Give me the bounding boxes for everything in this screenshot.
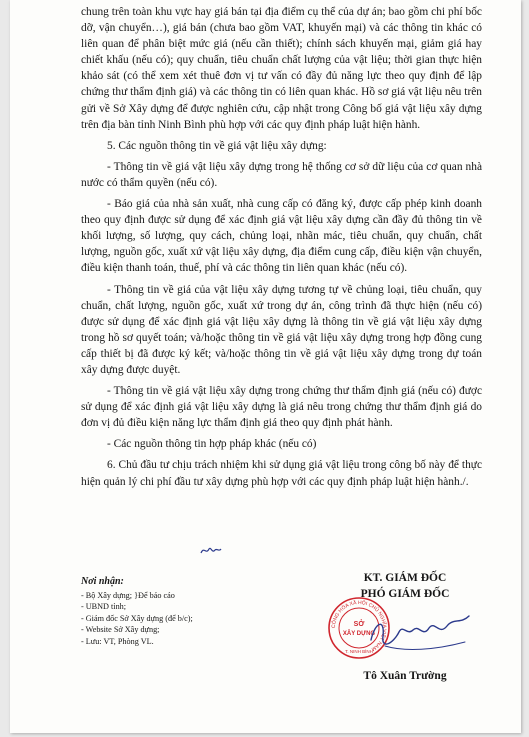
stamp-bottom-text: T. NINH BÌNH xyxy=(345,649,373,654)
paragraph-source-similar-projects: - Thông tin về giá của vật liệu xây dựng tương tự về chủng loại, tiêu chuẩn, quy chuẩn, chất lượng, nguồn gốc, xuất xứ trong dự án, công trình đã thực hiện (nếu có) được sử dụng để xác định giá vật liệu xây dựng là thông tin về giá vật liệu xây dựng trong hồ sơ quyết toán; và/hoặc thông tin về giá vật liệu xây dựng trong hợp đồng cung cấp thiết bị đã được ký kết; và/hoặc thông tin về giá vật liệu xây dựng trong dự toán xây dựng được duyệt. xyxy=(81,283,482,376)
paragraph-continuation: chung trên toàn khu vực hay giá bán tại địa điểm cụ thể của dự án; bao gồm chi phí bốc dỡ, vận chuyển…), giá bán (chưa bao gồm VAT, khuyến mại) và các thông tin khác có liên quan để phân biệt mức giá (nếu cần thiết); chính sách khuyến mại, giảm giá hay chiết khấu (nếu có); quy chuẩn, tiêu chuẩn chất lượng của vật liệu; thời gian thực hiện khảo sát (có thể xem xét thuê đơn vị tư vấn có đầy đủ năng lực theo quy định để lập chứng thư thẩm định giá) và các thông tin có liên quan khác. Hồ sơ giá vật liệu nêu trên gửi về Sở Xây dựng để được nghiên cứu, cập nhật trong Công bố giá vật liệu xây dựng trên địa bàn tỉnh Ninh Bình phù hợp với các quy định pháp luật hiện hành. xyxy=(81,6,482,131)
document-body xyxy=(81,4,482,495)
paragraph-source-database: - Thông tin về giá vật liệu xây dựng trong hệ thống cơ sở dữ liệu của cơ quan nhà nước có thẩm quyền (nếu có). xyxy=(81,160,482,189)
document-page xyxy=(10,0,521,733)
recipient-item: - Bộ Xây dựng; }Để báo cáo xyxy=(81,591,175,600)
recipients-title: Nơi nhận: xyxy=(81,576,124,587)
recipient-item: - UBND tỉnh; xyxy=(81,602,127,612)
recipients-list xyxy=(81,590,193,647)
stamp-center-top: SỞ xyxy=(353,621,365,628)
initials-mark xyxy=(199,544,223,556)
paragraph-source-appraisal: - Thông tin về giá vật liệu xây dựng trong chứng thư thẩm định giá (nếu có) được sử dụng để xác định giá vật liệu xây dựng là giá nêu trong chứng thư thẩm định giá do đơn vị đủ điều kiện năng lực thẩm định giá theo quy định phát hành. xyxy=(81,385,482,430)
handwritten-signature xyxy=(365,606,475,656)
paragraph-section-5-heading: 5. Các nguồn thông tin về giá vật liệu xây dựng: xyxy=(107,139,327,152)
sender-position: PHÓ GIÁM ĐỐC xyxy=(360,588,450,600)
paragraph-source-quotation: - Báo giá của nhà sản xuất, nhà cung cấp có đăng ký, được cấp phép kinh doanh theo quy định được sử dụng để xác định giá vật liệu xây dựng cần đầy đủ thông tin về khối lượng, số lượng, quy cách, chủng loại, nhãn mác, tiêu chuẩn, quy chuẩn, chất lượng, nguồn gốc, xuất xứ vật liệu xây dựng, địa điểm cung cấp, điều kiện vận chuyển, điều kiện thanh toán, thuế, phí và các thông tin liên quan khác (nếu có). xyxy=(81,198,482,275)
stamp-ring-text: CÔNG HÒA XÃ HỘI CHỦ NGHĨA VIỆT NAM xyxy=(330,599,388,652)
recipient-item: - Lưu: VT, Phòng VL. xyxy=(81,636,154,646)
recipient-item: - Giám đốc Sở Xây dựng (để b/c); xyxy=(81,613,193,623)
stamp-center-bottom: XÂY DỰNG xyxy=(342,631,376,637)
paragraph-source-other: - Các nguồn thông tin hợp pháp khác (nếu có) xyxy=(107,438,317,451)
signer-name: Tô Xuân Trường xyxy=(363,670,447,682)
recipient-item: - Website Sở Xây dựng; xyxy=(81,625,160,635)
sender-title: KT. GIÁM ĐỐC xyxy=(363,572,447,584)
paragraph-section-6: 6. Chủ đầu tư chịu trách nhiệm khi sử dụng giá vật liệu trong công bố này để thực hiện quản lý chi phí đầu tư xây dựng phù hợp với các quy định pháp luật hiện hành./. xyxy=(81,459,482,488)
